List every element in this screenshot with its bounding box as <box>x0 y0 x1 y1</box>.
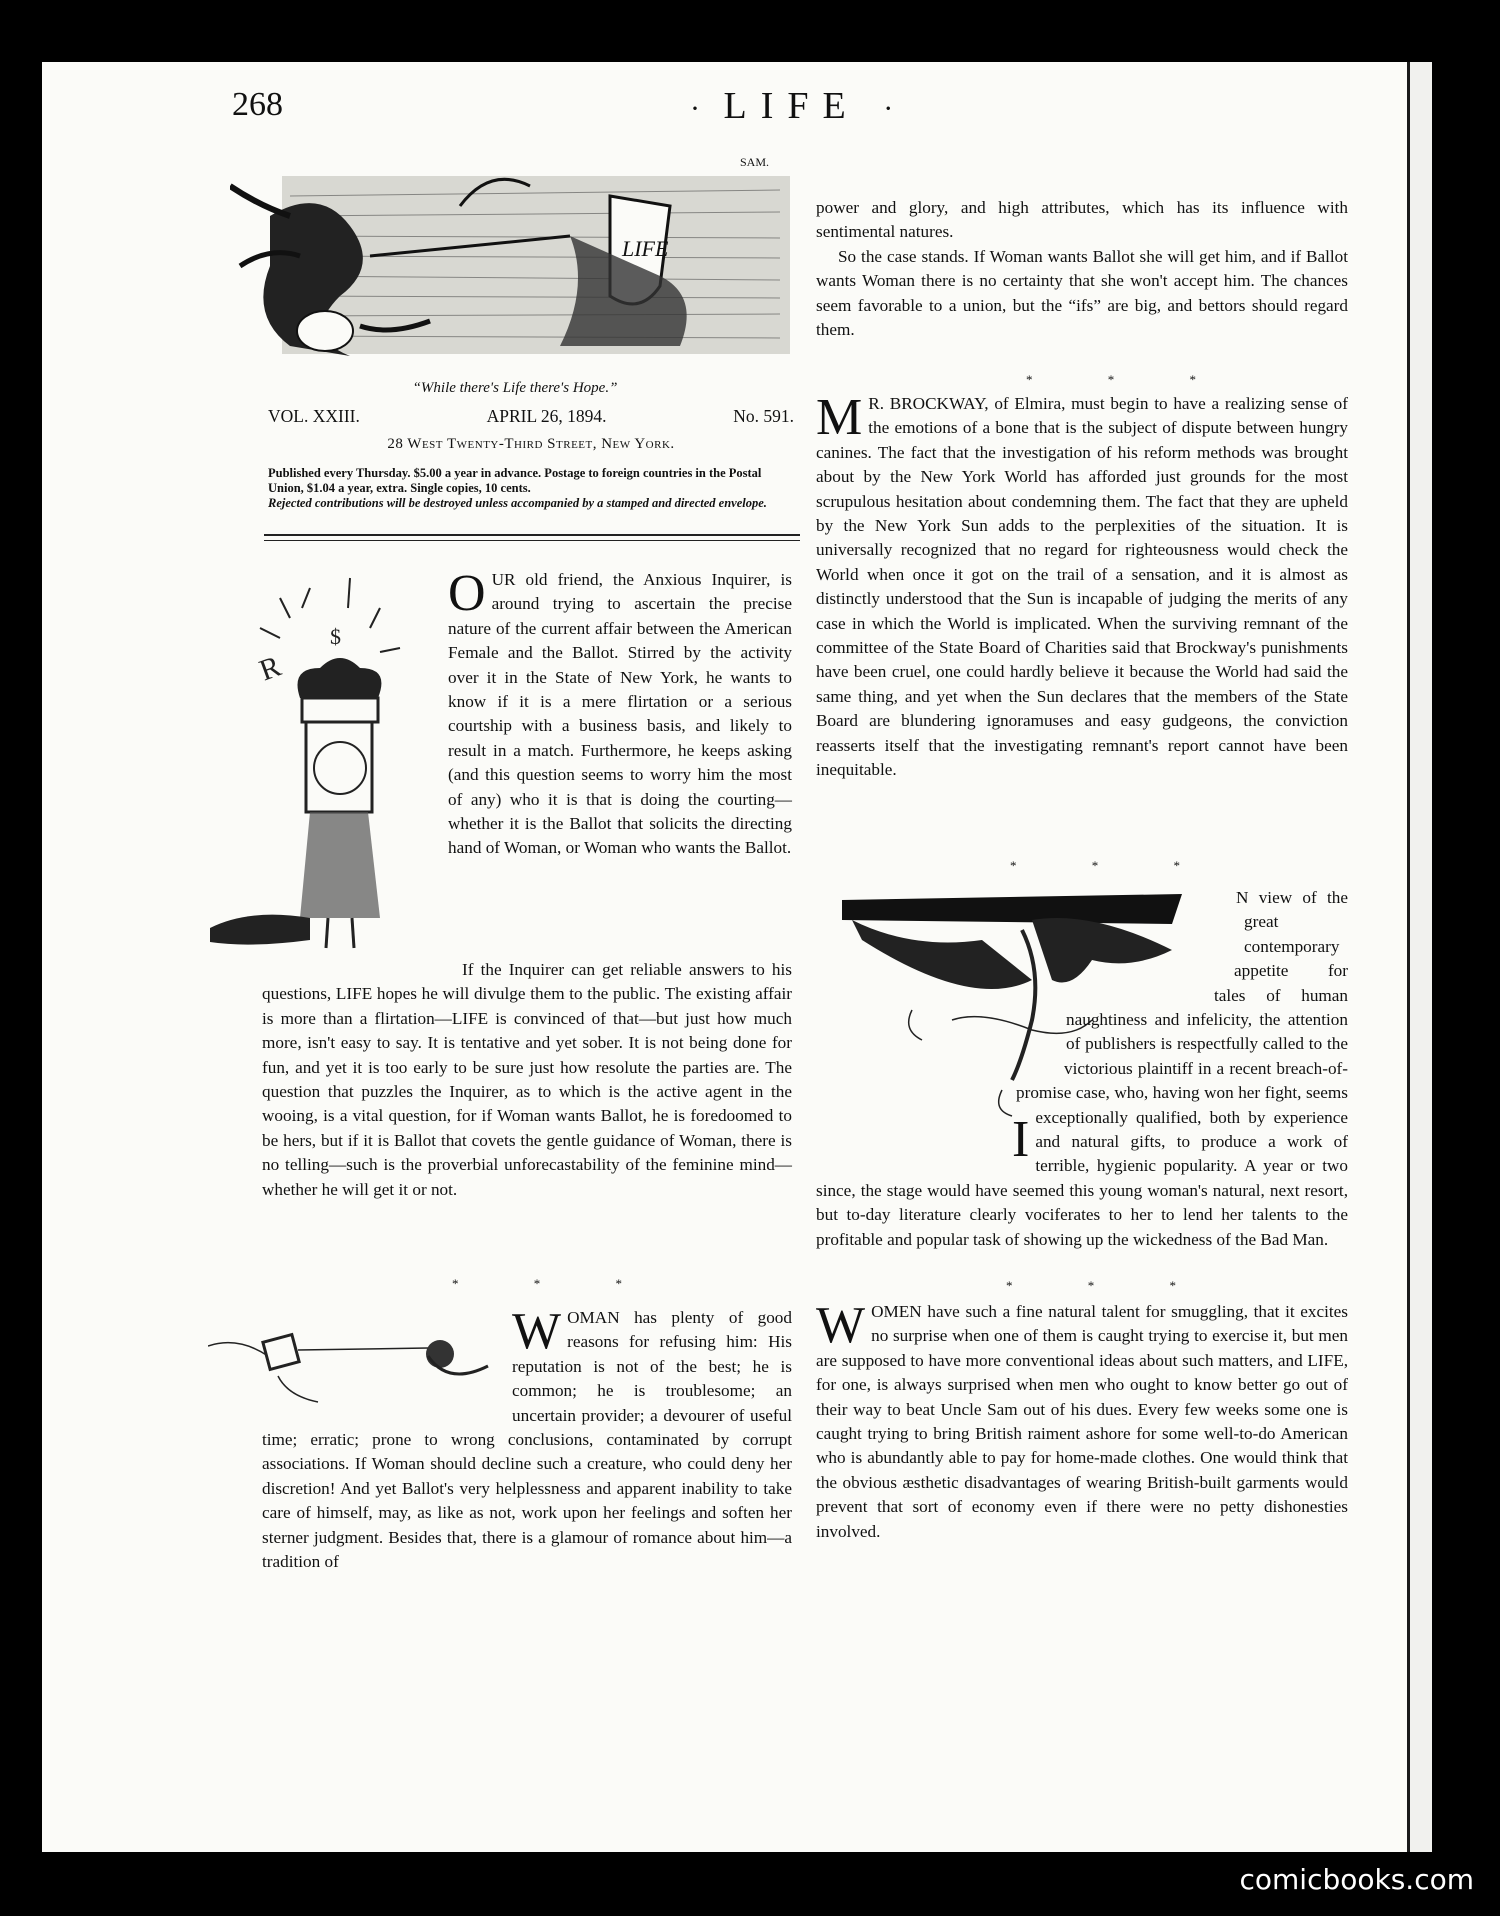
article-text: OMEN have such a fine natural talent for smuggling, that it excites no surprise when one of them is caught trying to exercise it, but men are supposed to have more conventional ideas about such matters, and LIFE, for one, is always surprised when men who ought to know better go out of their way to beat Uncle Sam out of his dues. Every few weeks some one is caught trying to bring British raiment ashore for some well-to-do American who is abundantly able to pay for home-made clothes. One would think that the obvious æsthetic disadvantages of wearing British-built garments would prevent that sort of economy even if there were no petty dishonesties involved. <box>816 1302 1348 1541</box>
section-divider: * * * <box>1006 1278 1212 1293</box>
article-woman-refusing-text <box>262 1303 792 1574</box>
article-breach-of-promise <box>816 886 1348 1252</box>
article-text: R. BROCKWAY, of Elmira, must begin to have a realizing sense of the emotions of a bone that is the subject of dispute between hungry canines. The fact that the investigation of his reform methods was brought about by the New York World has afforded just grounds for the most scrupulous hesitation about condemning them. The fact that they are upheld by the New York Sun adds to the perplexities of the situation. It is universally recognized that no regard for righteousness would check the World when once it got on the trail of a sensation, and it is almost as distinctly understood that the Sun is incapable of judging the merits of any case in which the World is implicated. When the surviving remnant of the committee of the State Board of Charities said that Brockway's punishments have been cruel, one could hardly believe it because the World had said the same thing, and yet when the Sun declares that the members of the State Board are blundering ignoramuses and easy gudgeons, the conviction reasserts itself that the investigating remnant's report cannot have been inequitable. <box>816 394 1348 780</box>
facing-page-edge <box>1407 62 1432 1852</box>
watermark-credit: comicbooks.com <box>1239 1863 1474 1896</box>
article-text: power and glory, and high attributes, which has its influence with sentimental natures. <box>816 198 1348 242</box>
drop-cap: O <box>448 565 486 622</box>
article-text: If the Inquirer can get reliable answers to his questions, LIFE hopes he will divulge them to the public. The existing affair is more than a flirtation—LIFE is convinced of that—but just how much more, isn't easy to say. It is tentative and yet sober. It is not being done for fun, and yet it is too early to be sure just how resolute the parties are. The question that puzzles the Inquirer, as to which is the active agent in the wooing, is a vital question, for if Woman wants Ballot, he is foredoomed to be hers, but if it is Ballot that covets the gentle guidance of Woman, there is no telling—such is the proverbial unforecastability of the feminine mind—whether he will get it or not. <box>262 960 792 1199</box>
article-anxious-inquirer <box>448 565 792 861</box>
svg-text:R: R <box>255 649 286 688</box>
volume-label: VOL. XXIII. <box>268 406 360 426</box>
section-divider: * * * <box>1010 858 1216 873</box>
drop-cap: W <box>512 1303 562 1360</box>
masthead: · LIFE · <box>690 85 894 127</box>
section-divider: * * * <box>452 1276 658 1291</box>
drop-cap: I <box>1012 1111 1030 1168</box>
banner-signature: SAM. <box>740 155 770 169</box>
header-rule-thin <box>264 540 800 541</box>
svg-text:$: $ <box>330 624 341 649</box>
article-brockway <box>816 389 1348 783</box>
article-text: UR old friend, the Anxious Inquirer, is around trying to ascertain the precise nature of the current affair between the American Female and the Ballot. Stirred by the activity over it in the State of New York, he wants to know if it is a mere flirtation or a serious courtship with a business basis, and likely to result in a match. Furthermore, he keeps asking (and this question seems to worry him the most of any) who it is that is doing the courting—whether it is the Ballot that solicits the directing hand of Woman, or Woman who wants the Ballot. <box>448 570 792 858</box>
issue-date: APRIL 26, 1894. <box>486 406 607 426</box>
svg-text:LIFE: LIFE <box>622 236 669 261</box>
issue-number: No. 591. <box>733 406 794 426</box>
subscription-info: Published every Thursday. $5.00 a year in advance. Postage to foreign countries in the Postal Union, $1.04 a year, extra. Single copies, 10 cents. <box>268 466 762 495</box>
article-anxious-inquirer-continued <box>262 958 792 1202</box>
header-rule <box>264 534 800 536</box>
article-text: N view of the great contemporary appetite for tales of human naughtiness and infelicity, the attention of publishers is respectfully called to the victorious plaintiff in a recent breach-of-promise case, who, having won her fight, seems exceptionally qualified, both by experience and natural gifts, to produce a work of terrible, hygienic popularity. A year or two since, the stage would have seemed this young woman's natural, next resort, but to-day literature clearly vociferates to her to lend her talents to the profitable and popular task of showing up the wickedness of the Bad Man. <box>816 888 1348 1249</box>
right-column-top <box>816 196 1348 342</box>
section-divider: * * * <box>1026 372 1232 387</box>
publisher-address: 28 West Twenty-Third Street, New York. <box>387 436 675 452</box>
crowned-ballot-illustration <box>210 568 430 958</box>
article-smuggling <box>816 1297 1348 1544</box>
article-text: So the case stands. If Woman wants Ballot she will get him, and if Ballot wants Woman there is no certainty that she won't accept him. The chances seem favorable to a union, but the “ifs” are big, and bettors should regard them. <box>816 246 1348 340</box>
masthead-title: LIFE <box>723 85 860 127</box>
drop-cap: M <box>816 389 863 446</box>
issue-info-row <box>268 406 794 427</box>
masthead-illustration <box>230 146 800 370</box>
article-text: OMAN has plenty of good reasons for refusing him: His reputation is not of the best; he is common; he is troublesome; an uncertain provider; a devourer of useful time; erratic; prone to wrong conclusions, contaminated by corrupt associations. If Woman should decline such a creature, who could deny her discretion! And yet Ballot's very helplessness and apparent inability to take care of himself, may, as like as not, work upon her feelings and soften her sterner judgment. Besides that, there is a glamour of romance about him—a tradition of <box>262 1308 792 1572</box>
rejection-notice: Rejected contributions will be destroyed unless accompanied by a stamped and directed envelope. <box>268 496 767 510</box>
publication-notice <box>268 466 794 511</box>
masthead-motto: “While there's Life there's Hope.” <box>412 380 618 396</box>
drop-cap: W <box>816 1297 866 1354</box>
page-number: 268 <box>232 86 283 123</box>
